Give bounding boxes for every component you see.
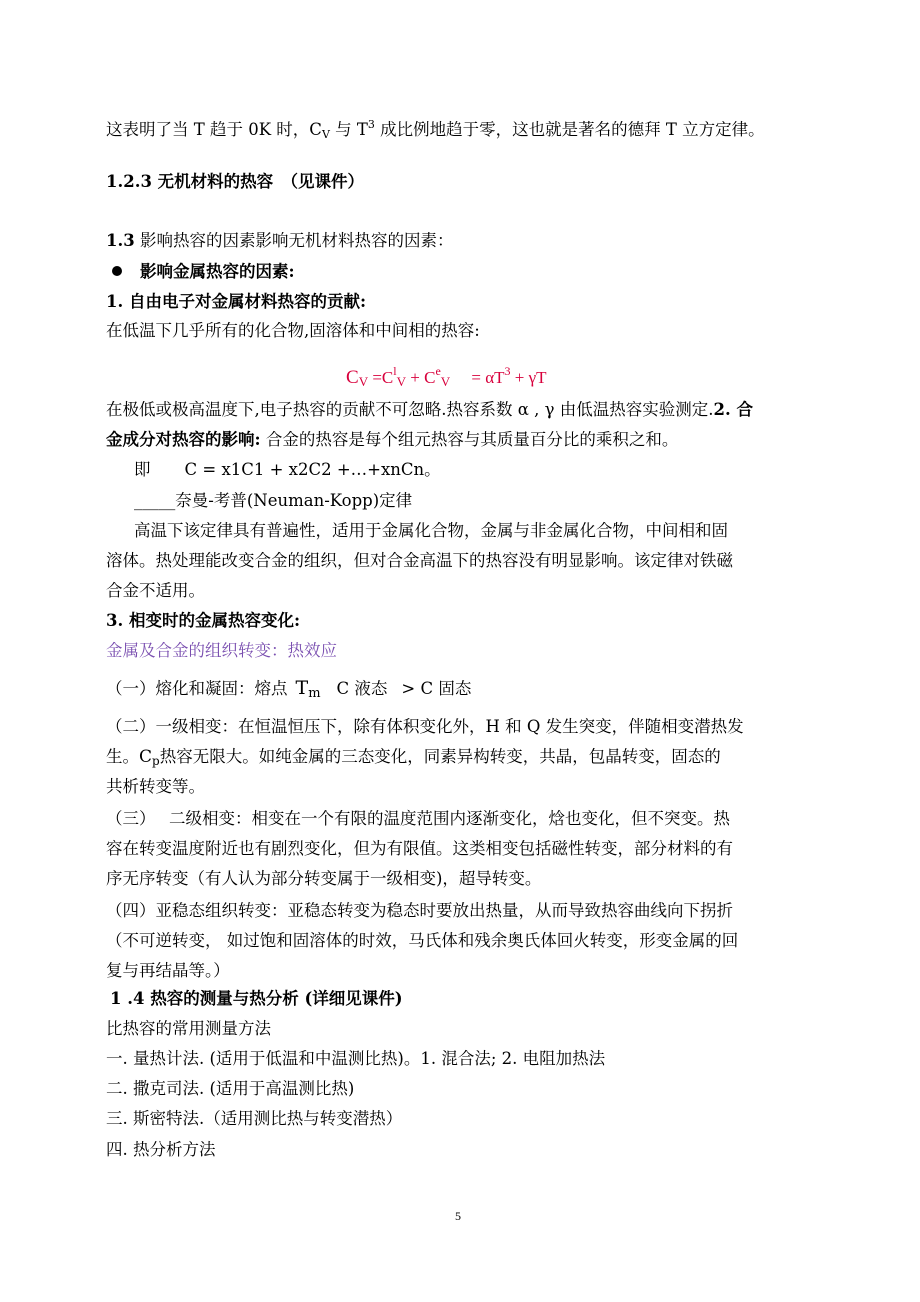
bullet-metal-factors: 影响金属热容的因素: — [106, 261, 295, 283]
kopp-paragraph-line3: 合金不适用。 — [106, 581, 205, 600]
low-temp-line: 在低温下几乎所有的化合物,固溶体和中间相的热容: — [106, 321, 480, 340]
item-3-heading: 3. 相变时的金属热容变化: — [106, 611, 301, 630]
neuman-kopp-law: _____奈曼-考普(Neuman-Kopp)定律 — [134, 491, 413, 510]
first-order-line2: 生。Cp热容无限大。如纯金属的三态变化，同素异构转变，共晶，包晶转变，固态的 — [106, 747, 721, 768]
item-1-heading: 1. 自由电子对金属材料热容的贡献: — [106, 292, 367, 311]
melting-line: （一）熔化和凝固：熔点 Tm C 液态 > C 固态 — [106, 677, 472, 701]
electron-heat-paragraph-line2: 金成分对热容的影响: 合金的热容是每个组元热容与其质量百分比的乘积之和。 — [106, 430, 679, 449]
heat-capacity-formula: CV $=C^lV + C^eV$ = $\alpha T^3 + \gamma T$ — [346, 364, 547, 389]
second-order-line3: 序无序转变（有人认为部分转变属于一级相变)，超导转变。 — [106, 869, 542, 888]
subscript-v: V — [321, 128, 330, 141]
heading-1-4: 1 .4 热容的测量与热分析 (详细见课件) — [110, 989, 403, 1008]
method-3: 三. 斯密特法.（适用测比热与转变潜热） — [106, 1109, 403, 1128]
second-order-line1: （三） 二级相变：相变在一个有限的温度范围内逐渐变化，焓也变化，但不突变。热 — [106, 809, 730, 828]
kopp-paragraph-line2: 溶体。热处理能改变合金的组织，但对合金高温下的热容没有明显影响。该定律对铁磁 — [106, 551, 733, 570]
item-2-heading: 金成分对热容的影响: — [106, 430, 261, 449]
second-order-line2: 容在转变温度附近也有剧烈变化，但为有限值。这类相变包括磁性转变，部分材料的有 — [106, 839, 733, 858]
methods-title: 比热容的常用测量方法 — [106, 1019, 271, 1038]
superscript-3: 3 — [367, 118, 375, 131]
method-2: 二. 撒克司法. (适用于高温测比热) — [106, 1079, 355, 1098]
alloy-equation: 即 C = x1C1 + x2C2 +…+xnCn。 — [134, 460, 441, 479]
metastable-line1: （四）亚稳态组织转变：亚稳态转变为稳态时要放出热量，从而导致热容曲线向下拐折 — [106, 901, 733, 920]
first-order-line3: 共析转变等。 — [106, 777, 205, 796]
metastable-line2: （不可逆转变， 如过饱和固溶体的时效，马氏体和残余奥氏体回火转变，形变金属的回 — [106, 931, 739, 950]
page-number: 5 — [455, 1209, 461, 1223]
electron-heat-paragraph-line1: 在极低或极高温度下,电子热容的贡献不可忽略.热容系数 α , γ 由低温热容实验测定.2. 合 — [106, 400, 753, 419]
method-4: 四. 热分析方法 — [106, 1140, 216, 1159]
method-1: 一. 量热计法. (适用于低温和中温测比热)。1. 混合法; 2. 电阻加热法 — [106, 1049, 606, 1068]
bullet-icon — [112, 266, 122, 276]
first-order-line1: （二）一级相变：在恒温恒压下，除有体积变化外，H 和 Q 发生突变，伴随相变潜热发 — [106, 717, 744, 736]
metastable-line3: 复与再结晶等。） — [106, 961, 230, 980]
kopp-paragraph-line1: 高温下该定律具有普遍性，适用于金属化合物，金属与非金属化合物，中间相和固 — [134, 521, 728, 540]
debye-law-sentence: 这表明了当 T 趋于 0K 时，$C_V$ 与 $T^3$ 成比例地趋于零，这也就是著名的德拜 T 立方定律。 — [106, 118, 765, 141]
phase-transform-heading: 金属及合金的组织转变：热效应 — [106, 641, 337, 660]
heading-1-3: 1.3 影响热容的因素影响无机材料热容的因素： — [106, 231, 454, 250]
heading-1-2-3: 1.2.3 无机材料的热容 （见课件） — [106, 172, 364, 191]
